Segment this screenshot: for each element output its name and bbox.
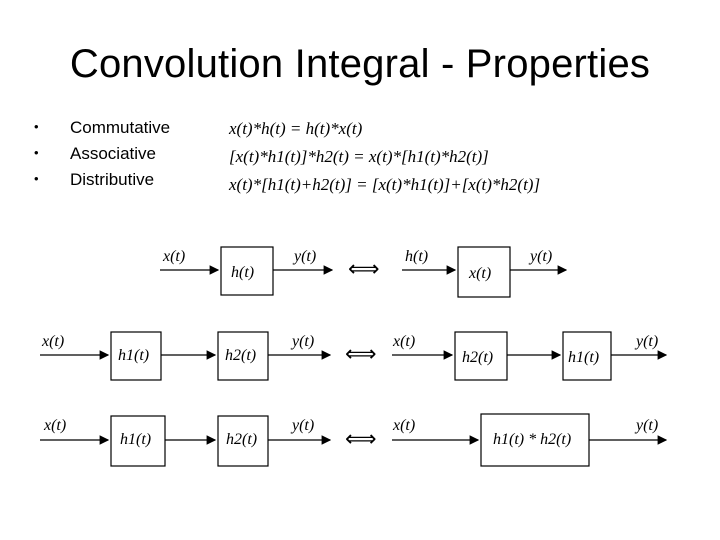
bullet-label: Commutative (70, 118, 171, 137)
output-label: y(t) (294, 248, 317, 265)
commutative-formula: x(t)*h(t) = h(t)*x(t) (229, 119, 363, 138)
block-label: h(t) (231, 264, 255, 281)
block-label: h2(t) (225, 347, 257, 364)
output-label: y(t) (636, 417, 659, 434)
block-label: h2(t) (226, 431, 258, 448)
input-label: h(t) (405, 248, 429, 265)
block-label: h1(t) (568, 349, 600, 366)
bullet-marker: • (34, 119, 39, 134)
output-label: y(t) (292, 333, 315, 350)
associative-formula: [x(t)*h1(t)]*h2(t) = x(t)*[h1(t)*h2(t)] (229, 147, 489, 166)
input-label: x(t) (42, 333, 65, 350)
distributive-formula: x(t)*[h1(t)+h2(t)] = [x(t)*h1(t)]+[x(t)*h2(t)] (229, 175, 541, 194)
output-label: y(t) (292, 417, 315, 434)
output-label: y(t) (530, 248, 553, 265)
slide-title: Convolution Integral - Properties (69, 42, 651, 86)
equivalence-icon: ⟺ (345, 427, 377, 452)
bullet-label: Distributive (70, 170, 155, 189)
block-label: h1(t) (118, 347, 150, 364)
equivalence-icon: ⟺ (345, 342, 377, 367)
input-label: x(t) (393, 333, 416, 350)
bullet-marker: • (34, 171, 39, 186)
bullet-label: Associative (70, 144, 156, 163)
block-label: x(t) (469, 265, 492, 282)
input-label: x(t) (393, 417, 416, 434)
output-label: y(t) (636, 333, 659, 350)
block-label: h1(t) * h2(t) (493, 431, 572, 448)
input-label: x(t) (44, 417, 67, 434)
input-label: x(t) (163, 248, 186, 265)
diagram-row-distributive (40, 414, 666, 466)
block-label: h2(t) (462, 349, 494, 366)
diagram-row-associative (40, 332, 666, 380)
block-label: h1(t) (120, 431, 152, 448)
bullet-marker: • (34, 145, 39, 160)
diagram-row-commutative (160, 247, 566, 297)
equivalence-icon: ⟺ (348, 257, 380, 282)
